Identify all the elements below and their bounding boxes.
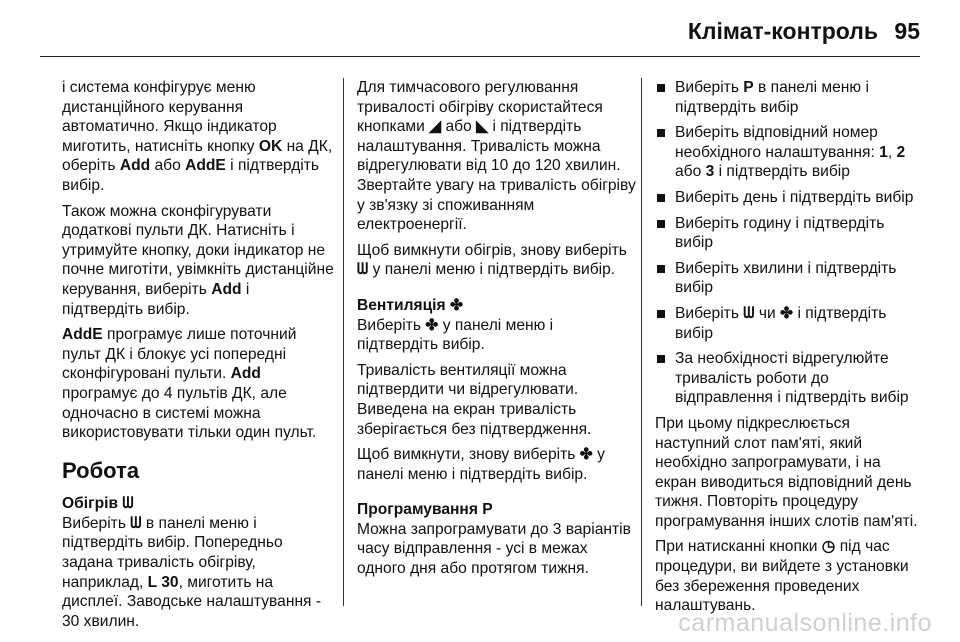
ventilation-heading: Вентиляція ✤ [357, 296, 464, 314]
fan-icon: ✤ [780, 304, 794, 322]
arrow-left-icon: ◢ [429, 118, 442, 136]
heating-icon: ᗯ [357, 261, 369, 279]
paragraph-remote-config: і система конфігурує меню дистанційного керування автоматично. Якщо індикатор миготить, натисніть кнопку OK на ДК, оберіть Add або AddE і підтвердіть вибір. [62, 79, 333, 194]
add-label: Add [211, 280, 242, 298]
duration-value: L 30 [147, 573, 179, 591]
bullet-icon [657, 355, 665, 363]
adde-label: AddE [185, 157, 226, 175]
bullet-icon [657, 220, 665, 228]
column-1 [62, 78, 334, 637]
adde-label: AddE [62, 326, 103, 344]
heating-icon: ᗯ [130, 514, 142, 532]
fan-icon: ✤ [449, 296, 464, 314]
ok-key-label: OK [258, 137, 283, 155]
paragraph-programming: Можна запрограмувати до 3 варіантів часу відправлення - усі в межах одного дня або протягом тижня. [357, 520, 631, 578]
fan-icon: ✤ [425, 316, 439, 334]
list-item: Виберіть відповідний номер необхідного налаштування: 1, 2 або 3 і підтвердіть вибір [655, 123, 923, 182]
bullet-icon [657, 129, 665, 137]
list-item: Виберіть ᗯ чи ✤ і підтвердіть вибір [655, 304, 923, 343]
paragraph-additional-remotes: Також можна сконфігурувати додаткові пульти ДК. Натисніть і утримуйте кнопку, доки індикатор не почне миготіти, увімкніть дистанційне керування, виберіть Add і підтвердіть вибір. [62, 202, 334, 318]
list-item: Виберіть годину і підтвердіть вибір [655, 214, 923, 253]
column-3 [655, 78, 923, 622]
bullet-icon [657, 310, 665, 318]
column-2 [357, 78, 637, 585]
bullet-icon [657, 265, 665, 273]
header-divider [40, 56, 920, 57]
programming-heading: Програмування P [357, 501, 493, 519]
paragraph-ventilation-off: Щоб вимкнути, знову виберіть ✤ у панелі меню і підтвердіть вибір. [357, 446, 605, 483]
add-label: Add [230, 365, 261, 383]
page-number: 95 [894, 18, 920, 44]
paragraph-ventilation: Виберіть ✤ у панелі меню і підтвердіть вибір. [357, 316, 554, 354]
section-heading-operation: Робота [62, 457, 140, 483]
column-divider-1 [343, 78, 344, 606]
paragraph-cancel: При натисканні кнопки ◷ під час процедури, ви вийдете з установки без збереження проведених налаштувань. [655, 538, 909, 615]
paragraph-heating: Виберіть ᗯ в панелі меню і підтвердіть вибір. Попередньо задана тривалість обігріву, наприклад, L 30, миготить на дисплеї. Заводське налаштування - 30 хвилин. [62, 514, 322, 630]
paragraph-adde: AddE програмує лише поточний пульт ДК і блокує усі попередні сконфігуровані пульти. Add програмує до 4 пультів ДК, але одночасно в системі можна використовувати тільки один пульт. [62, 326, 317, 442]
fan-icon: ✤ [579, 446, 593, 464]
bullet-icon [657, 194, 665, 202]
paragraph-heating-duration: Для тимчасового регулювання тривалості обігріву скористайтеся кнопками ◢ або ◣ і підтвердіть налаштування. Тривалість можна відрегулювати від 10 до 120 хвилин. Звертайте увагу на тривалість обігріву у зв'язку зі споживанням електроенергії. [357, 79, 636, 234]
clock-icon: ◷ [821, 538, 836, 556]
bullet-icon [657, 84, 665, 92]
page-title: Клімат-контроль [687, 18, 878, 44]
add-label: Add [119, 157, 151, 175]
paragraph-memory-slot: При цьому підкреслюється наступний слот пам'яті, який необхідно запрограмувати, і на екран виводиться відповідний день тижня. Повторіть процедуру програмування інших слотів пам'яті. [655, 414, 918, 530]
watermark: carmanualsonline.info [678, 609, 932, 637]
heating-icon: ᗯ [122, 495, 134, 513]
list-item: Виберіть P в панелі меню і підтвердіть вибір [655, 78, 923, 117]
arrow-right-icon: ◣ [476, 118, 489, 136]
list-item: За необхідності відрегулюйте тривалість роботи до відправлення і підтвердіть вибір [655, 349, 923, 408]
paragraph-heating-off: Щоб вимкнути обігрів, знову виберіть ᗯ у панелі меню і підтвердіть вибір. [357, 241, 627, 279]
column-divider-2 [641, 78, 642, 606]
heating-icon: ᗯ [743, 304, 755, 322]
heating-heading: Обігрів ᗯ [62, 495, 134, 513]
list-item: Виберіть хвилини і підтвердіть вибір [655, 259, 923, 298]
list-item: Виберіть день і підтвердіть вибір [655, 188, 923, 208]
paragraph-ventilation-duration: Тривалість вентиляції можна підтвердити чи відрегулювати. Виведена на екран тривалість зберігається без підтвердження. [357, 361, 592, 438]
